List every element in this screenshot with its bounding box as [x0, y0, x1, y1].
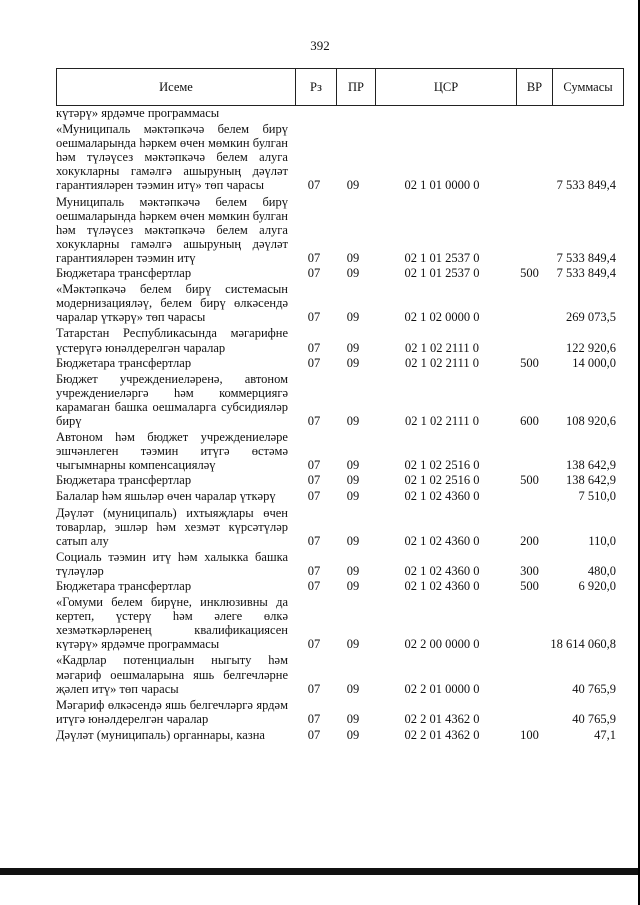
row-rz: 07	[307, 533, 321, 548]
row-csr: 02 1 02 4360 0	[404, 579, 480, 593]
row-csr: 02 2 01 4362 0	[404, 727, 480, 742]
row-sum: 7 510,0	[578, 489, 616, 504]
row-name: Дәүләт (муниципаль) ихтыяҗлары өчен товарлар, эшләр һәм хезмәт күрсәтүләр сатып алу	[56, 505, 288, 548]
table-row	[56, 430, 624, 472]
table-header	[56, 68, 624, 106]
row-rz: 07	[307, 340, 321, 355]
table-row	[56, 698, 624, 726]
row-name: Социаль тәэмин итү һәм халыкка башка түләүләр	[56, 549, 288, 578]
row-sum: 18 614 060,8	[550, 637, 616, 652]
row-pr: 09	[346, 579, 360, 593]
table-row	[56, 195, 624, 265]
row-vr: 600	[520, 413, 539, 428]
row-rz: 07	[307, 355, 321, 370]
budget-table-body	[56, 106, 624, 742]
row-name: Автоном һәм бюджет учреждениеләре эшчәнлеген тәэмин итүгә өстәмә чыгымнарны компенсацияләү	[56, 430, 288, 473]
row-sum: 138 642,9	[566, 458, 616, 473]
row-pr: 09	[346, 711, 360, 726]
row-name: «Муниципаль мәктәпкәчә белем бирү оешмаларында һәркем өчен мөмкин булган һәм түләүсез мәктәпкәчә белем алуга хокукларны гамәлгә ашыруның дәүләт гарантияләрен тәэмин итү» төп чарасы	[56, 122, 288, 193]
row-sum: 40 765,9	[572, 681, 616, 696]
row-name: Бюджетара трансфертлар	[56, 355, 192, 370]
row-rz: 07	[307, 637, 321, 652]
row-pr: 09	[346, 681, 360, 696]
row-rz: 07	[307, 266, 321, 281]
row-sum: 122 920,6	[566, 340, 616, 355]
table-row	[56, 489, 624, 503]
row-csr: 02 1 02 4360 0	[404, 489, 480, 504]
row-sum: 138 642,9	[566, 473, 616, 488]
row-rz: 07	[307, 727, 321, 742]
page-number: 392	[310, 38, 330, 53]
row-sum: 14 000,0	[572, 355, 616, 370]
row-sum: 269 073,5	[566, 310, 616, 325]
row-pr: 09	[346, 727, 360, 742]
row-csr: 02 1 02 0000 0	[404, 310, 480, 325]
row-csr: 02 1 02 4360 0	[404, 533, 480, 548]
row-csr: 02 1 01 0000 0	[404, 178, 480, 193]
row-name: Бюджетара трансфертлар	[56, 266, 192, 281]
row-vr: 300	[520, 563, 539, 578]
row-sum: 7 533 849,4	[556, 266, 616, 281]
row-csr: 02 1 02 2516 0	[404, 473, 480, 488]
row-name: Татарстан Республикасында мәгарифне үстерүгә юнәлдерелгән чаралар	[56, 326, 288, 355]
row-vr: 500	[520, 266, 539, 281]
table-row	[56, 266, 624, 280]
row-csr: 02 2 00 0000 0	[404, 637, 480, 652]
table-row	[56, 356, 624, 370]
row-pr: 09	[346, 355, 360, 370]
row-name: Бюджет учреждениеләренә, автоном учреждениеләргә һәм коммерциягә карамаган башка оешмаларга субсидияләр бирү	[56, 371, 288, 428]
row-rz: 07	[307, 178, 321, 193]
row-sum: 110,0	[588, 533, 616, 548]
row-csr: 02 1 01 2537 0	[404, 266, 480, 281]
table-row	[56, 122, 624, 192]
table-row	[56, 506, 624, 548]
row-rz: 07	[307, 681, 321, 696]
row-rz: 07	[307, 458, 321, 473]
row-pr: 09	[346, 266, 360, 281]
table-row	[56, 282, 624, 324]
row-pr: 09	[346, 533, 360, 548]
table-row	[56, 595, 624, 651]
row-rz: 07	[307, 563, 321, 578]
row-name: күтәрү» ярдәмче программасы	[56, 106, 220, 120]
row-pr: 09	[346, 637, 360, 652]
row-name: Балалар һәм яшьләр өчен чаралар үткәрү	[56, 489, 276, 504]
row-csr: 02 1 01 2537 0	[404, 250, 480, 265]
row-csr: 02 2 01 4362 0	[404, 711, 480, 726]
row-csr: 02 1 02 2111 0	[404, 355, 480, 370]
row-sum: 7 533 849,4	[556, 250, 616, 265]
row-name: Муниципаль мәктәпкәчә белем бирү оешмаларында һәркем өчен мөмкин булган һәм түләүсез мәктәпкәчә белем алуга хокукларны гамәлгә ашыруның дәүләт гарантияләрен тәэмин итү	[56, 194, 288, 265]
row-sum: 480,0	[587, 563, 616, 578]
row-csr: 02 1 02 4360 0	[404, 563, 480, 578]
table-row	[56, 579, 624, 593]
row-rz: 07	[307, 711, 321, 726]
table-row	[56, 653, 624, 695]
row-name: Бюджетара трансфертлар	[56, 579, 192, 593]
row-pr: 09	[346, 458, 360, 473]
row-vr: 500	[520, 473, 539, 488]
row-sum: 6 920,0	[578, 579, 616, 593]
row-pr: 09	[346, 340, 360, 355]
header-vr: ВР	[516, 69, 552, 105]
table-row	[56, 372, 624, 428]
row-csr: 02 1 02 2111 0	[404, 413, 480, 428]
row-csr: 02 2 01 0000 0	[404, 681, 480, 696]
row-rz: 07	[307, 413, 321, 428]
row-name: Бюджетара трансфертлар	[56, 473, 192, 488]
row-name: Мәгариф өлкәсендә яшь белгечләргә ярдәм итүгә юнәлдерелгән чаралар	[56, 697, 288, 726]
table-row	[56, 326, 624, 354]
row-rz: 07	[307, 579, 321, 593]
row-rz: 07	[307, 250, 321, 265]
row-vr: 500	[520, 355, 539, 370]
row-pr: 09	[346, 563, 360, 578]
row-rz: 07	[307, 473, 321, 488]
row-pr: 09	[346, 473, 360, 488]
row-pr: 09	[346, 250, 360, 265]
table-row	[56, 550, 624, 578]
row-pr: 09	[346, 413, 360, 428]
row-sum: 7 533 849,4	[556, 178, 616, 193]
row-vr: 100	[520, 727, 539, 742]
header-csr: ЦСР	[375, 69, 516, 105]
row-name: «Мәктәпкәчә белем бирү системасын модернизацияләү, белем бирү өлкәсендә чаралар үткәрү» төп чарасы	[56, 282, 288, 325]
row-sum: 108 920,6	[566, 413, 616, 428]
row-vr: 200	[520, 533, 539, 548]
table-row	[56, 728, 624, 742]
row-sum: 47,1	[594, 727, 616, 742]
row-pr: 09	[346, 489, 360, 504]
row-sum: 40 765,9	[572, 711, 616, 726]
row-rz: 07	[307, 310, 321, 325]
row-vr: 500	[520, 579, 539, 593]
table-row	[56, 473, 624, 487]
row-csr: 02 1 02 2111 0	[404, 340, 480, 355]
row-rz: 07	[307, 489, 321, 504]
header-rz: Рз	[295, 69, 336, 105]
scan-bottom-edge	[0, 868, 640, 875]
row-pr: 09	[346, 310, 360, 325]
row-csr: 02 1 02 2516 0	[404, 458, 480, 473]
row-name: «Гомуми белем бирүне, инклюзивны да кертеп, үстерү һәм әлеге өлкә хезмәткәрләренең квалификациясен күтәрү» ярдәмче программасы	[56, 595, 288, 652]
row-pr: 09	[346, 178, 360, 193]
header-name: Исеме	[159, 79, 193, 94]
header-pr: ПР	[336, 69, 375, 105]
header-sum: Суммасы	[552, 69, 623, 105]
table-row	[56, 106, 624, 120]
row-name: «Кадрлар потенциалын ныгыту һәм мәгариф оешмаларына яшь белгечләрне җәлеп итү» төп чарасы	[56, 653, 288, 696]
row-name: Дәүләт (муниципаль) органнары, казна	[56, 727, 265, 742]
